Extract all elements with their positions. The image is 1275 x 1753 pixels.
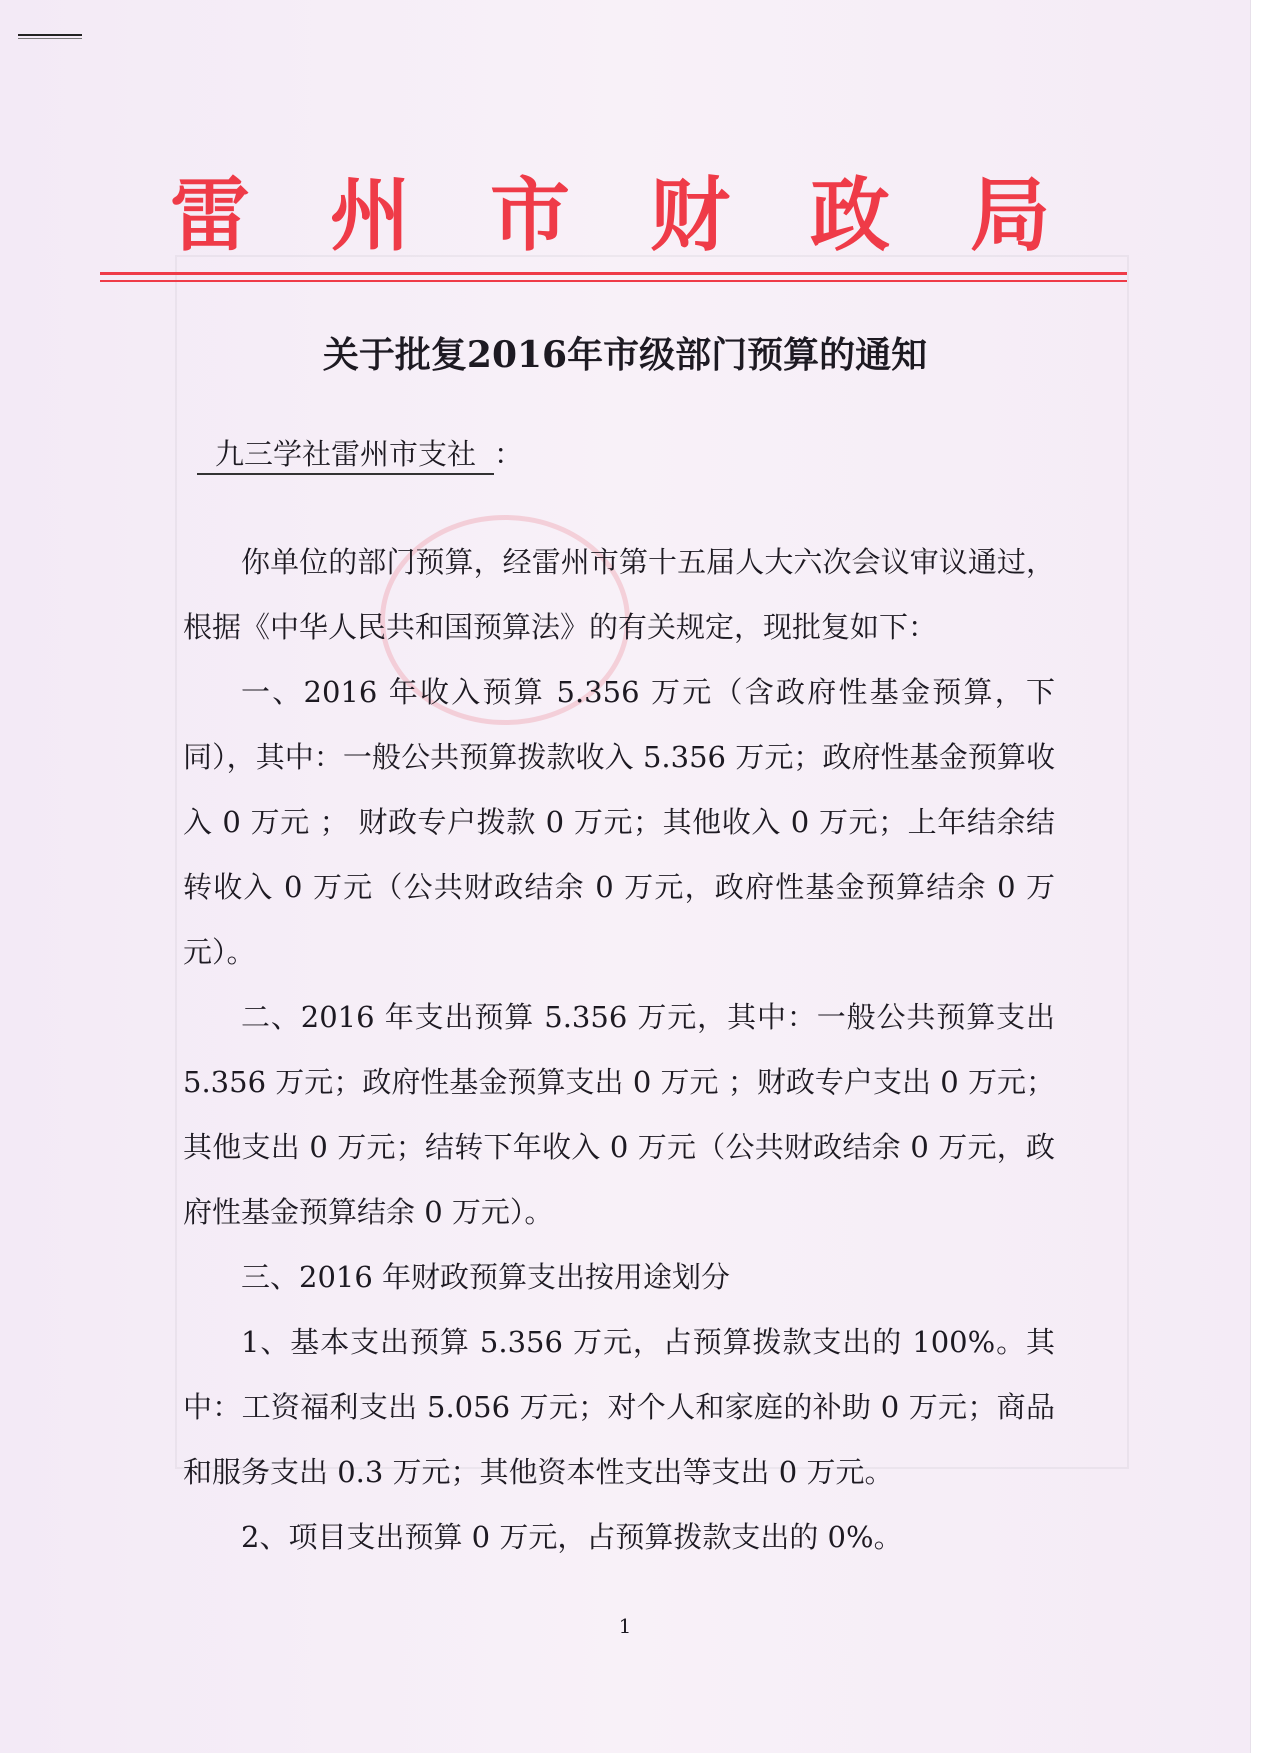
issuer-char: 局	[970, 169, 1050, 262]
issuer-char: 雷	[170, 169, 250, 262]
document-title: 关于批复2016年市级部门预算的通知	[322, 334, 928, 376]
corner-mark-secondary	[18, 38, 82, 39]
addressee-colon: ：	[494, 437, 524, 471]
document-body	[183, 530, 1055, 1570]
body-paragraph: 1、基本支出预算 5.356 万元，占预算拨款支出的 100%。其中：工资福利支出 5.056 万元；对个人和家庭的补助 0 万元；商品和服务支出 0.3 万元；其他资本性支出等支出 0 万元。	[183, 1325, 1055, 1489]
header-rule	[100, 272, 1127, 275]
issuer-char: 政	[810, 169, 890, 262]
issuer-char: 市	[490, 169, 570, 262]
body-paragraph: 你单位的部门预算，经雷州市第十五届人大六次会议审议通过，根据《中华人民共和国预算法》的有关规定，现批复如下：	[183, 545, 1055, 644]
addressee-name: 九三学社雷州市支社	[197, 437, 494, 475]
body-paragraph: 2、项目支出预算 0 万元，占预算拨款支出的 0%。	[241, 1520, 903, 1554]
page-number: 1	[618, 1614, 632, 1638]
issuer-char: 财	[650, 169, 730, 262]
body-paragraph: 三、2016 年财政预算支出按用途划分	[241, 1260, 731, 1294]
body-paragraph: 一、2016 年收入预算 5.356 万元（含政府性基金预算，下同），其中：一般公共预算拨款收入 5.356 万元；政府性基金预算收入 0 万元 ； 财政专户拨款 0 万元；其他收入 0 万元；上年结余结转收入 0 万元（公共财政结余 0 万元，政府性基金预算结余 0 万元）。	[183, 675, 1055, 969]
addressee-line	[197, 434, 523, 474]
corner-mark	[18, 34, 82, 36]
issuer-header	[170, 169, 1050, 262]
issuer-char: 州	[330, 169, 410, 262]
body-paragraph: 二、2016 年支出预算 5.356 万元，其中：一般公共预算支出 5.356 万元；政府性基金预算支出 0 万元 ；财政专户支出 0 万元；其他支出 0 万元；结转下年收入 0 万元（公共财政结余 0 万元，政府性基金预算结余 0 万元）。	[183, 1000, 1055, 1229]
header-rule-thin	[100, 280, 1127, 282]
scan-edge	[1250, 0, 1275, 1753]
